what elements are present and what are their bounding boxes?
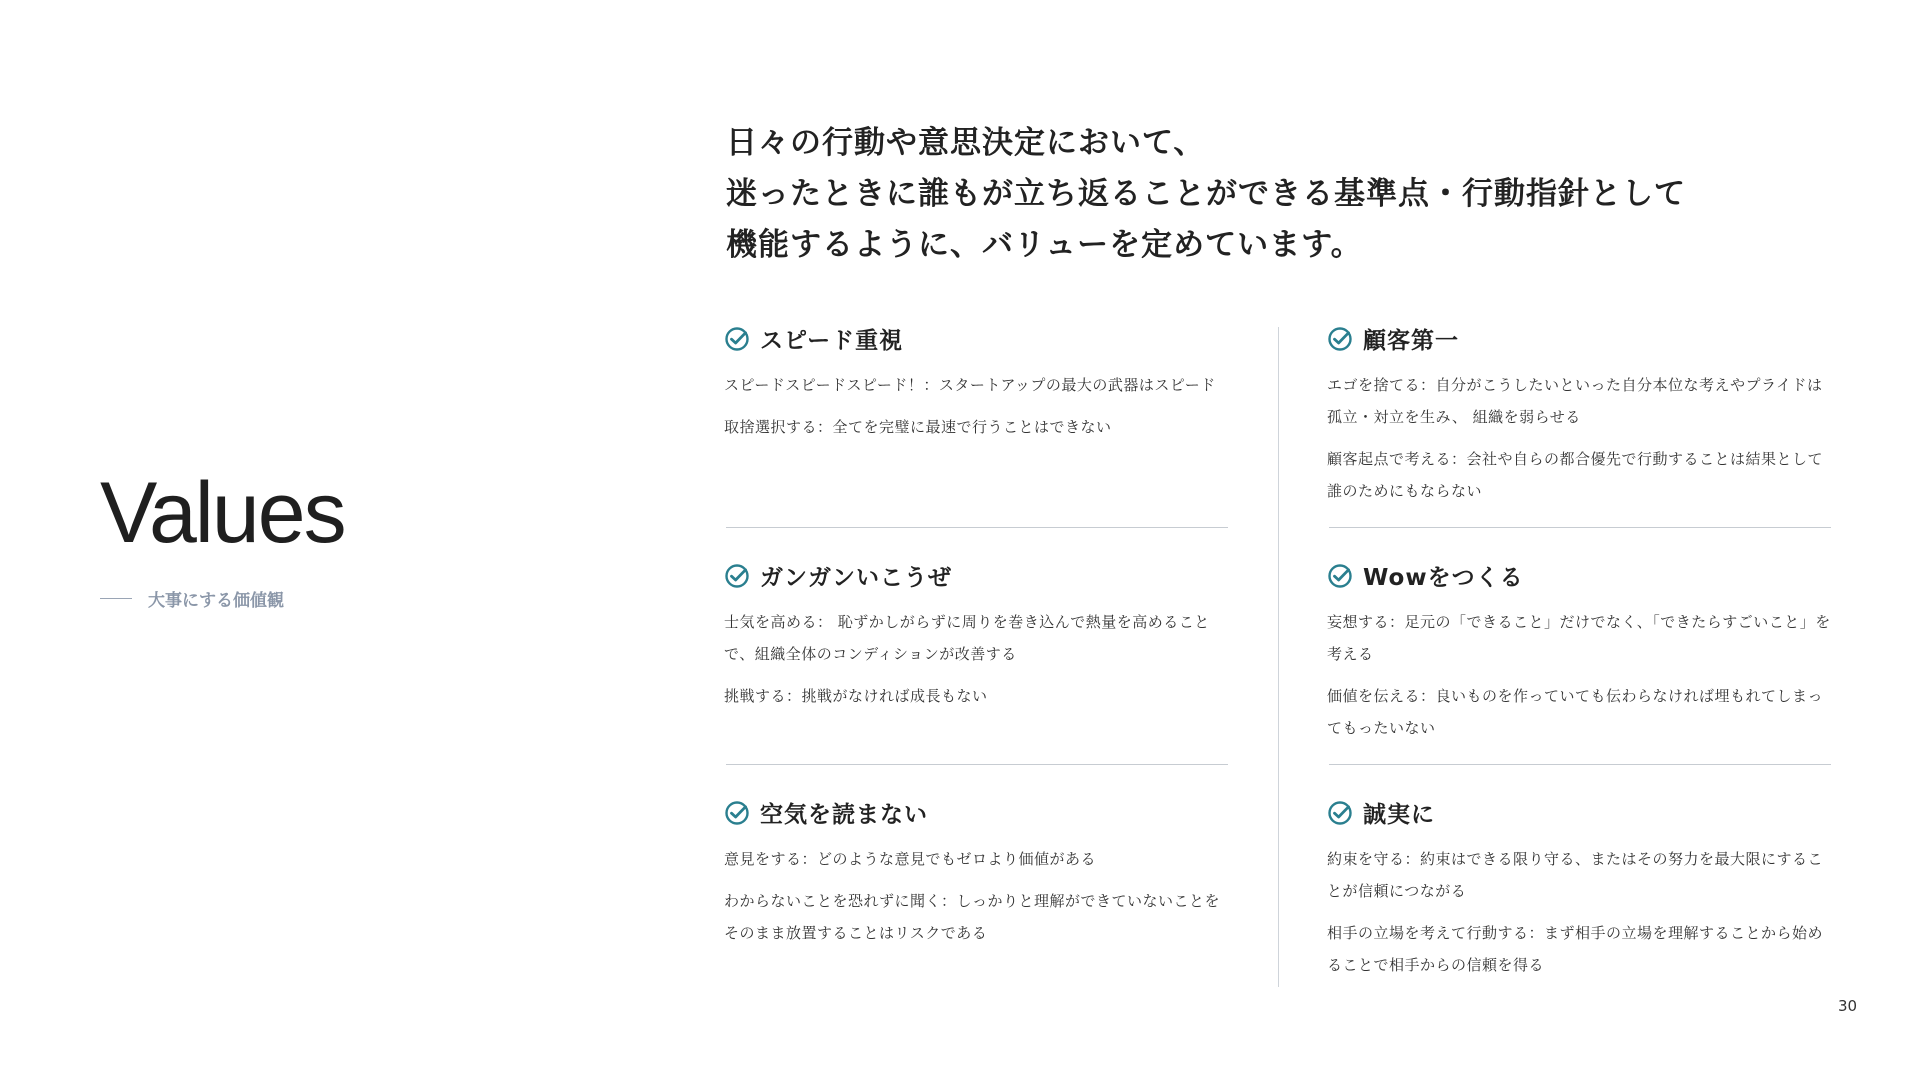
value-header [1327,322,1837,355]
value-item: 意見をする：どのような意見でもゼロより価値がある [724,850,1097,868]
value-item: 挑戦する：挑戦がなければ成長もない [724,687,988,705]
value-card-ganganikouze [724,559,1234,722]
value-header [724,796,1234,829]
value-item: 約束を守る：約束はできる限り守る、またはその努力を最大限にすることが信頼につながる [1327,850,1824,900]
value-item: 取捨選択する：全てを完璧に最速で行うことはできない [724,418,1112,436]
value-item: 顧客起点で考える：会社や自らの都合優先で行動することは結果として誰のためにもならない [1327,450,1824,500]
page-number: 30 [1838,997,1858,1015]
value-card-wow [1327,559,1837,754]
column-divider [1278,327,1279,987]
check-circle-icon [724,800,750,826]
lead-line: 機能するように、バリューを定めています。 [726,227,1363,263]
value-item: わからないことを恐れずに聞く：しっかりと理解ができていないことをそのまま放置することはリスクである [724,892,1221,942]
row-divider [1329,764,1831,765]
lead-line: 日々の行動や意思決定において、 [726,125,1206,161]
row-divider [1329,527,1831,528]
value-item: 価値を伝える：良いものを作っていても伝わらなければ埋もれてしまってもったいない [1327,687,1824,737]
row-divider [726,527,1228,528]
row-divider [726,764,1228,765]
value-item: 士気を高める： 恥ずかしがらずに周りを巻き込んで熱量を高めることで、組織全体のコンディションが改善する [724,613,1210,663]
value-title: 顧客第一 [1363,328,1459,354]
subtitle-rule [100,598,132,599]
value-header [1327,796,1837,829]
value-title: 誠実に [1363,802,1435,828]
lead-line: 迷ったときに誰もが立ち返ることができる基準点・行動指針として [726,176,1686,212]
value-card-sincerity [1327,796,1837,991]
value-item: 相手の立場を考えて行動する：まず相手の立場を理解することから始めることで相手からの信頼を得る [1327,924,1824,974]
value-title: スピード重視 [760,328,904,354]
check-circle-icon [1327,800,1353,826]
value-title: Wowをつくる [1363,565,1524,591]
value-item: スピードスピードスピード！：スタートアップの最大の武器はスピード [724,376,1216,394]
section-subtitle-text: 大事にする価値観 [148,591,284,611]
value-item: エゴを捨てる：自分がこうしたいといった自分本位な考えやプライドは孤立・対立を生み、 組織を弱らせる [1327,376,1823,426]
value-title: ガンガンいこうぜ [760,565,952,591]
section-subtitle [100,586,284,611]
lead-paragraph [726,118,1786,271]
value-header [724,559,1234,592]
check-circle-icon [1327,326,1353,352]
value-card-customer-first [1327,322,1837,517]
value-item: 妄想する：足元の「できること」だけでなく、「できたらすごいこと」を考える [1327,613,1831,663]
section-title: Values [100,465,345,561]
value-header [1327,559,1837,592]
value-card-speed [724,322,1234,453]
check-circle-icon [724,563,750,589]
check-circle-icon [724,326,750,352]
value-header [724,322,1234,355]
value-title: 空気を読まない [760,802,928,828]
value-card-dont-read-the-air [724,796,1234,959]
check-circle-icon [1327,563,1353,589]
